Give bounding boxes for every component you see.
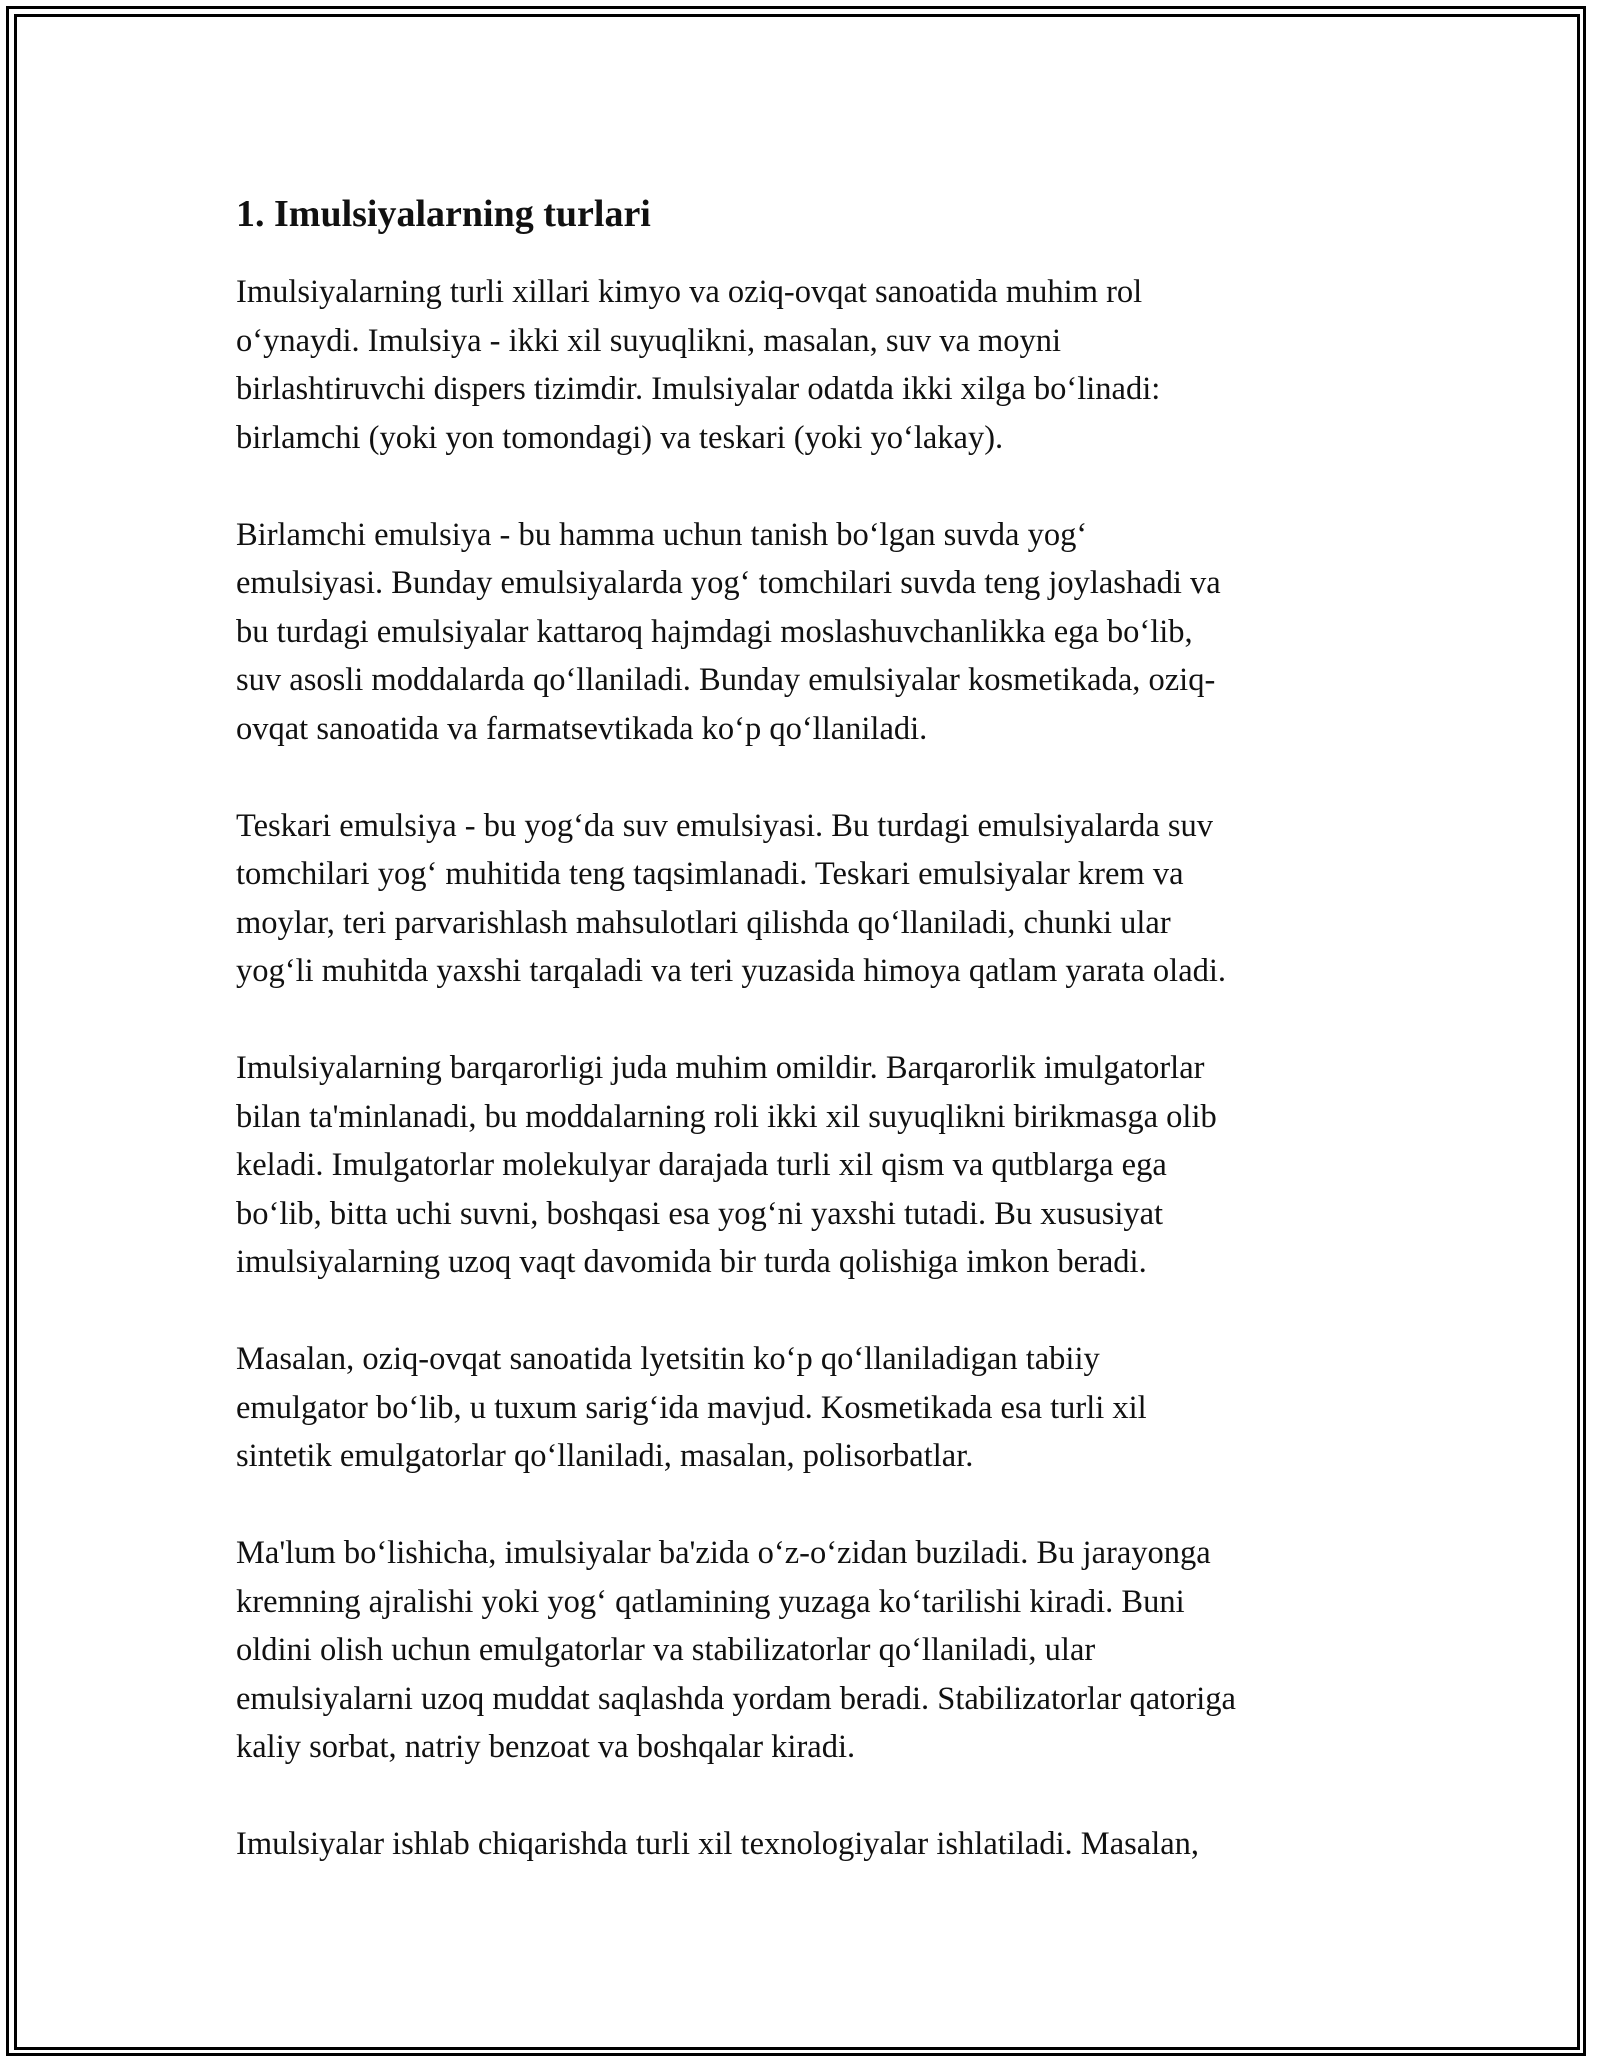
paragraph	[236, 1529, 1416, 1772]
text-line: Birlamchi emulsiya - bu hamma uchun tanish bo‘lgan suvda yog‘	[236, 516, 1088, 553]
paragraph	[236, 1335, 1416, 1481]
text-line: Imulsiyalarning turli xillari kimyo va oziq-ovqat sanoatida muhim rol	[236, 274, 1143, 310]
paragraph	[236, 1820, 1416, 1869]
text-line: emulsiyasi. Bunday emulsiyalarda yog‘ tomchilari suvda teng joylashadi va	[236, 565, 1221, 601]
text-line: birlashtiruvchi dispers tizimdir. Imulsiyalar odatda ikki xilga bo‘linadi:	[236, 371, 1161, 407]
paragraph	[236, 802, 1416, 996]
paragraph	[236, 511, 1416, 754]
text-line: emulsiyalarni uzoq muddat saqlashda yordam beradi. Stabilizatorlar qatoriga	[236, 1680, 1236, 1717]
text-line: kaliy sorbat, natriy benzoat va boshqalar kiradi.	[236, 1729, 856, 1765]
document-body	[236, 190, 1416, 1917]
text-line: yog‘li muhitda yaxshi tarqaladi va teri yuzasida himoya qatlam yarata oladi.	[236, 953, 1227, 989]
text-line: ovqat sanoatida va farmatsevtikada ko‘p qo‘llaniladi.	[236, 710, 928, 747]
text-line: bilan ta'minlanadi, bu moddalarning roli ikki xil suyuqlikni birikmasga olib	[236, 1098, 1217, 1135]
paragraph	[236, 268, 1416, 462]
text-line: Teskari emulsiya - bu yog‘da suv emulsiyasi. Bu turdagi emulsiyalarda suv	[236, 807, 1214, 844]
text-line: Masalan, oziq-ovqat sanoatida lyetsitin ko‘p qo‘llaniladigan tabiiy	[236, 1341, 1100, 1377]
text-line: Imulsiyalarning barqarorligi juda muhim omildir. Barqarorlik imulgatorlar	[236, 1050, 1205, 1086]
text-line: suv asosli moddalarda qo‘llaniladi. Bunday emulsiyalar kosmetikada, oziq-	[236, 662, 1216, 698]
paragraph-list	[236, 268, 1416, 1869]
text-line: Ma'lum bo‘lishicha, imulsiyalar ba'zida o‘z-o‘zidan buziladi. Bu jarayonga	[236, 1535, 1211, 1571]
text-line: Imulsiyalar ishlab chiqarishda turli xil texnologiyalar ishlatiladi. Masalan,	[236, 1826, 1200, 1862]
text-line: birlamchi (yoki yon tomondagi) va teskari (yoki yo‘lakay).	[236, 419, 1004, 456]
paragraph	[236, 1044, 1416, 1287]
section-heading: 1. Imulsiyalarning turlari	[236, 193, 651, 235]
text-line: sintetik emulgatorlar qo‘llaniladi, masalan, polisorbatlar.	[236, 1438, 974, 1474]
text-line: tomchilari yog‘ muhitida teng taqsimlanadi. Teskari emulsiyalar krem va	[236, 856, 1184, 892]
text-line: o‘ynaydi. Imulsiya - ikki xil suyuqlikni, masalan, suv va moyni	[236, 322, 1062, 359]
text-line: kremning ajralishi yoki yog‘ qatlamining yuzaga ko‘tarilishi kiradi. Buni	[236, 1583, 1185, 1620]
text-line: bo‘lib, bitta uchi suvni, boshqasi esa yog‘ni yaxshi tutadi. Bu xususiyat	[236, 1195, 1164, 1232]
text-line: moylar, teri parvarishlash mahsulotlari qilishda qo‘llaniladi, chunki ular	[236, 904, 1171, 941]
text-line: keladi. Imulgatorlar molekulyar darajada turli xil qism va qutblarga ega	[236, 1147, 1167, 1183]
text-line: emulgator bo‘lib, u tuxum sarig‘ida mavjud. Kosmetikada esa turli xil	[236, 1389, 1147, 1426]
text-line: imulsiyalarning uzoq vaqt davomida bir turda qolishiga imkon beradi.	[236, 1244, 1147, 1280]
text-line: oldini olish uchun emulgatorlar va stabilizatorlar qo‘llaniladi, ular	[236, 1632, 1096, 1668]
text-line: bu turdagi emulsiyalar kattaroq hajmdagi moslashuvchanlikka ega bo‘lib,	[236, 613, 1193, 650]
